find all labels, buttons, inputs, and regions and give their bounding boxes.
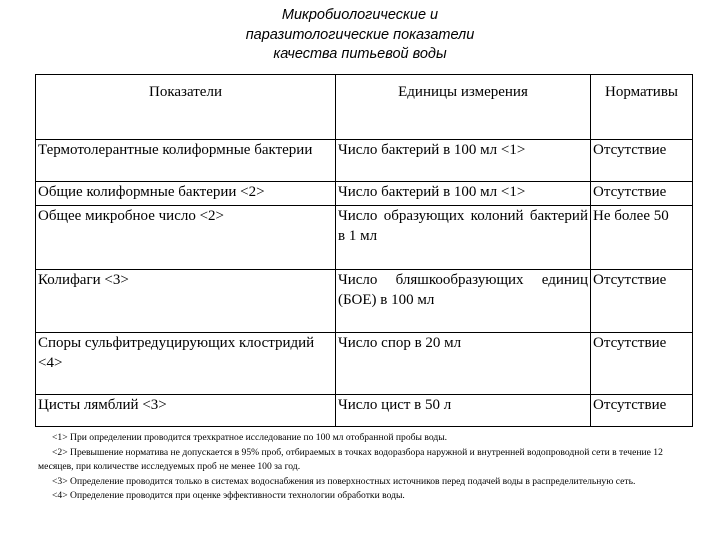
table-row <box>36 395 693 427</box>
header-indicator: Показатели <box>36 75 336 140</box>
water-quality-table <box>35 74 693 427</box>
unit-cell: Число бляшкообразующих единиц (БОЕ) в 100 мл <box>336 270 591 333</box>
norm-cell: Отсутствие <box>591 140 693 182</box>
table-header-row <box>36 75 693 140</box>
footnote-1: <1> При определении проводится трехкратное исследование по 100 мл отобранной пробы воды. <box>52 432 448 443</box>
footnote-4: <4> Определение проводится при оценке эффективности технологии обработки воды. <box>52 490 405 502</box>
table-row <box>36 270 693 333</box>
footnote-2: <2> Превышение норматива не допускается в 95% проб, отбираемых в точках водоразбора наружной и внутренней водопроводной сети в течение 12 месяцев, при количестве исследуемых проб не менее 100 за год. <box>38 446 663 473</box>
title-line-2: паразитологические показатели <box>245 26 475 43</box>
indicator-cell: Цисты лямблий <3> <box>36 395 336 427</box>
norm-cell: Отсутствие <box>591 333 693 395</box>
unit-cell: Число образующих колоний бактерий в 1 мл <box>336 206 591 270</box>
unit-cell: Число бактерий в 100 мл <1> <box>336 182 591 206</box>
indicator-cell: Термотолерантные колиформные бактерии <box>36 140 336 182</box>
table-row <box>36 140 693 182</box>
indicator-cell: Общие колиформные бактерии <2> <box>36 182 336 206</box>
header-unit: Единицы измерения <box>336 75 591 140</box>
norm-cell: Отсутствие <box>591 182 693 206</box>
unit-cell: Число цист в 50 л <box>336 395 591 427</box>
indicator-cell: Колифаги <3> <box>36 270 336 333</box>
table-row <box>36 182 693 206</box>
table-row <box>36 206 693 270</box>
footnote-3: <3> Определение проводится только в системах водоснабжения из поверхностных источников перед подачей воды в распределительную сеть. <box>52 475 636 487</box>
footnotes <box>38 431 692 504</box>
indicator-cell: Споры сульфитредуцирующих клостридий <4> <box>36 333 336 395</box>
title-line-3: качества питьевой воды <box>273 46 447 62</box>
unit-cell: Число бактерий в 100 мл <1> <box>336 140 591 182</box>
header-norm: Нормативы <box>591 75 693 140</box>
unit-cell: Число спор в 20 мл <box>336 333 591 395</box>
title-line-1: Микробиологические и <box>281 7 439 23</box>
norm-cell: Отсутствие <box>591 395 693 427</box>
table-row <box>36 333 693 395</box>
indicator-cell: Общее микробное число <2> <box>36 206 336 270</box>
document-title <box>0 6 720 65</box>
norm-cell: Отсутствие <box>591 270 693 333</box>
norm-cell: Не более 50 <box>591 206 693 270</box>
